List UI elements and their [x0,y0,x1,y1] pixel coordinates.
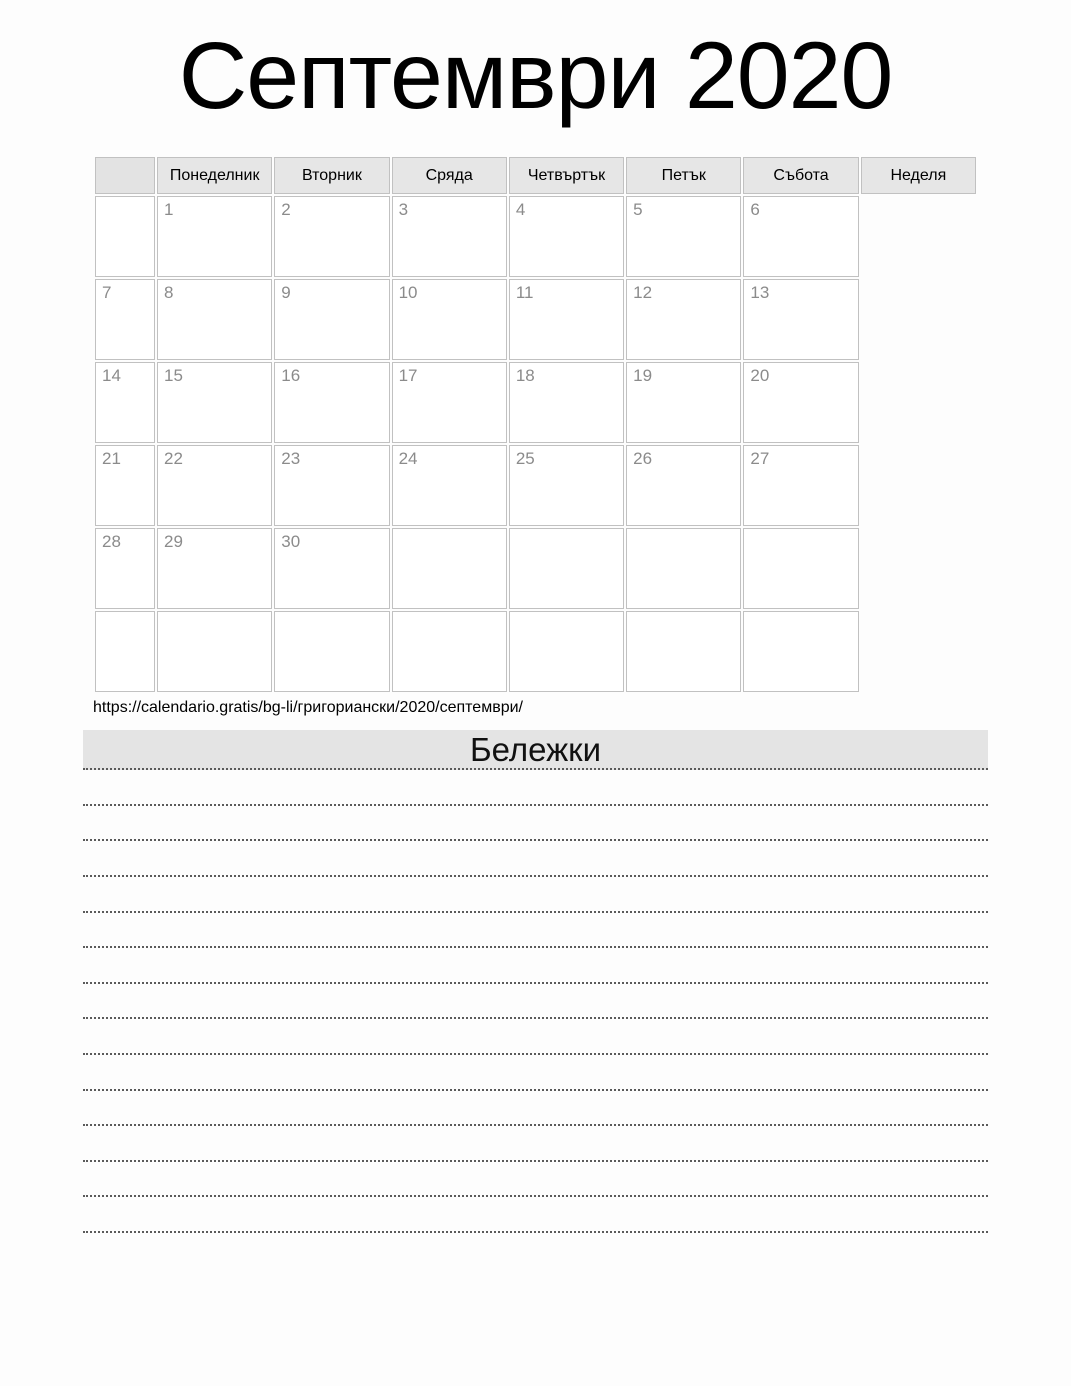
calendar-weekday-header-row [95,157,976,194]
note-line [83,1197,988,1233]
day-cell-5: 5 [626,196,741,277]
weekday-header-1: Вторник [274,157,389,194]
empty-day-cell [392,611,507,692]
empty-day-cell [743,528,858,609]
day-cell-2: 2 [274,196,389,277]
note-line [83,841,988,877]
empty-day-cell [626,528,741,609]
empty-day-cell [626,611,741,692]
week-row-2 [95,362,976,443]
empty-day-cell [95,611,155,692]
day-cell-22: 22 [157,445,272,526]
empty-day-cell [392,528,507,609]
note-line [83,984,988,1020]
day-cell-1: 1 [157,196,272,277]
day-cell-24: 24 [392,445,507,526]
calendar-body [95,196,976,692]
week-row-3 [95,445,976,526]
note-line [83,806,988,842]
day-cell-28: 28 [95,528,155,609]
empty-day-cell [95,196,155,277]
day-cell-7: 7 [95,279,155,360]
day-cell-27: 27 [743,445,858,526]
day-cell-17: 17 [392,362,507,443]
day-cell-8: 8 [157,279,272,360]
day-cell-3: 3 [392,196,507,277]
day-cell-25: 25 [509,445,624,526]
empty-day-cell [743,611,858,692]
weekday-header-6: Неделя [861,157,976,194]
weekday-header-2: Сряда [392,157,507,194]
page-title: Септември 2020 [178,23,893,129]
week-row-4 [95,528,976,609]
weekday-header-0: Понеделник [157,157,272,194]
empty-day-cell [157,611,272,692]
note-line [83,770,988,806]
calendar-table [93,155,978,694]
note-line [83,913,988,949]
notes-section [83,730,988,1233]
day-cell-29: 29 [157,528,272,609]
day-cell-14: 14 [95,362,155,443]
weekday-header-5: Събота [743,157,858,194]
day-cell-15: 15 [157,362,272,443]
day-cell-18: 18 [509,362,624,443]
day-cell-26: 26 [626,445,741,526]
day-cell-12: 12 [626,279,741,360]
note-line [83,1162,988,1198]
empty-day-cell [509,528,624,609]
day-cell-19: 19 [626,362,741,443]
week-row-5 [95,611,976,692]
note-line [83,877,988,913]
day-cell-21: 21 [95,445,155,526]
week-row-1 [95,279,976,360]
weekday-header-3: Четвъртък [509,157,624,194]
note-line [83,1019,988,1055]
weekday-header-4: Петък [626,157,741,194]
day-cell-23: 23 [274,445,389,526]
calendar-page [0,22,1071,1386]
day-cell-10: 10 [392,279,507,360]
note-line [83,1091,988,1127]
empty-day-cell [274,611,389,692]
notes-lines [83,770,988,1233]
week-row-0 [95,196,976,277]
day-cell-11: 11 [509,279,624,360]
day-cell-16: 16 [274,362,389,443]
note-line [83,1055,988,1091]
day-cell-20: 20 [743,362,858,443]
day-cell-30: 30 [274,528,389,609]
note-line [83,948,988,984]
source-url: https://calendario.gratis/bg-li/григориански/2020/септември/ [93,699,523,717]
day-cell-13: 13 [743,279,858,360]
day-cell-6: 6 [743,196,858,277]
note-line [83,1126,988,1162]
day-cell-9: 9 [274,279,389,360]
day-cell-4: 4 [509,196,624,277]
notes-title: Бележки [83,730,988,770]
week-spacer-column [95,157,155,194]
empty-day-cell [509,611,624,692]
